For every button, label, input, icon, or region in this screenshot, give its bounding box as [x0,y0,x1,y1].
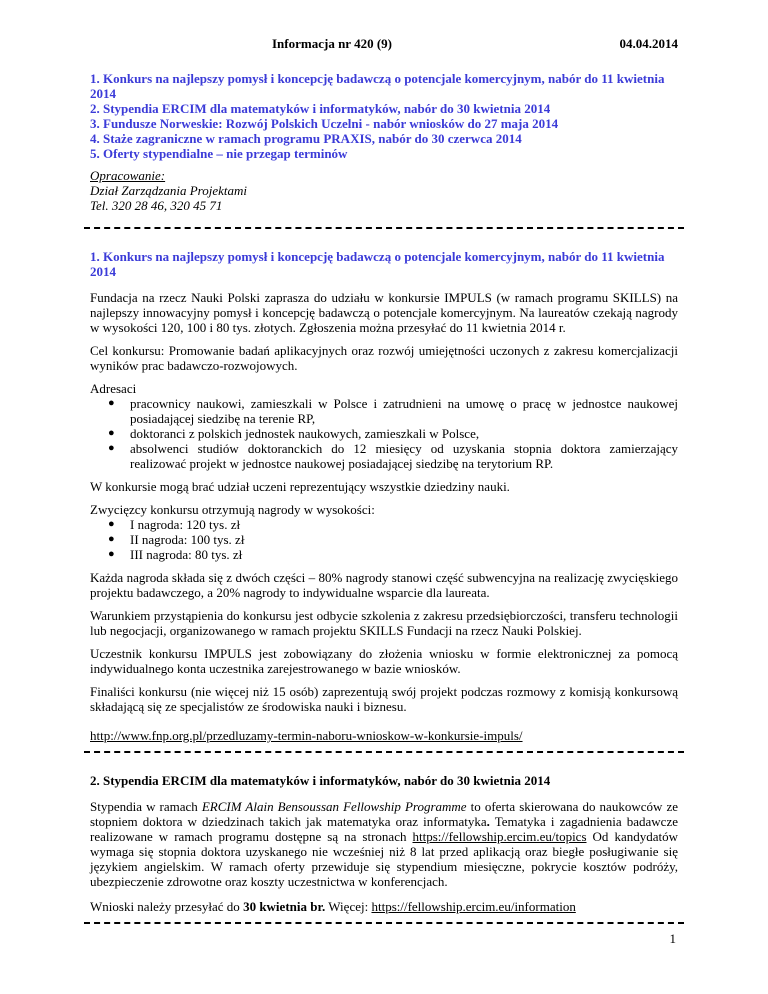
info-date: 04.04.2014 [619,36,678,51]
section-1-title: 1. Konkurs na najlepszy pomysł i koncepcję badawczą o potencjale komercyjnym, nabór do 11 kwietnia 2014 [90,249,665,279]
toc-item-1: 1. Konkurs na najlepszy pomysł i koncepcję badawczą o potencjale komercyjnym, nabór do 11 kwietnia 2014 [90,71,665,101]
list-item: ● pracownicy naukowi, zamieszkali w Polsce i zatrudnieni na umowę o pracę w jednostce naukowej posiadającej siedzibę na terenie RP, [108,396,678,426]
section-1-paragraph: Każda nagroda składa się z dwóch części – 80% nagrody stanowi część subwencyjna na realizację zwycięskiego projektu badawczego, a 20% nagrody to indywidualne wsparcie dla laureata. [90,570,678,600]
toc-item-4: 4. Staże zagraniczne w ramach programu PRAXIS, nabór do 30 czerwca 2014 [90,131,522,146]
table-of-contents [90,71,678,161]
page-content [90,36,678,944]
section-1-paragraph: Finaliści konkursu (nie więcej niż 15 osób) zaprezentują swój projekt podczas rozmowy z komisją konkursową składającą się ze specjalistów ze środowiska nauki i biznesu. [90,684,678,714]
nagrody-label: Zwycięzcy konkursu otrzymują nagrody w wysokości: [90,502,375,517]
section-1-paragraph: Uczestnik konkursu IMPULS jest zobowiązany do złożenia wniosku w formie elektronicznej za pomocą indywidualnego konta uczestnika zarejestrowanego w bazie wniosków. [90,646,678,676]
document-header [90,36,678,51]
dashed-divider [84,227,684,229]
page-number: 1 [669,931,676,946]
section-1-paragraph: W konkursie mogą brać udział uczeni reprezentujący wszystkie dziedziny nauki. [90,479,510,494]
toc-item-2: 2. Stypendia ERCIM dla matematyków i informatyków, nabór do 30 kwietnia 2014 [90,101,551,116]
section-1-paragraph: Warunkiem przystąpienia do konkursu jest odbycie szkolenia z zakresu przedsiębiorczości, transferu technologii lub negocjacji, organizowanego w ramach projektu SKILLS Fundacji na rzecz Nauki Polskiej. [90,608,678,638]
section-2-paragraph: Wnioski należy przesyłać do 30 kwietnia br. Więcej: https://fellowship.ercim.eu/information [90,899,576,914]
adresaci-label: Adresaci [90,381,137,396]
fnp-impuls-link[interactable]: http://www.fnp.org.pl/przedluzamy-termin-naboru-wnioskow-w-konkursie-impuls/ [90,728,523,743]
adresaci-list [90,396,678,471]
department-name: Dział Zarządzania Projektami [90,183,247,198]
prepared-by-label: Opracowanie: [90,168,166,183]
list-item: ● III nagroda: 80 tys. zł [108,547,243,562]
department-phone: Tel. 320 28 46, 320 45 71 [90,198,223,213]
section-1-paragraph: Cel konkursu: Promowanie badań aplikacyjnych oraz rozwój umiejętności uczonych z zakresu komercjalizacji wyników prac badawczo-rozwojowych. [90,343,678,373]
section-2-paragraph: Stypendia w ramach ERCIM Alain Bensoussan Fellowship Programme to oferta skierowana do naukowców ze stopniem doktora w dziedzinach takich jak matematyka oraz informatyka. Tematyka i zagadnienia badawcze realizowane w ramach programu dostępne są na stronach https://fellowship.ercim.eu/topics Od kandydatów wymaga się stopnia doktora uzyskanego nie wcześniej niż 8 lat przed aplikacją oraz biegłe posługiwanie się językiem angielskim. W ramach oferty przewiduje się stypendium miesięczne, pokrycie kosztów podróży, ubezpieczenie zdrowotne oraz koszty uczestnictwa w konferencjach. [90,799,678,889]
section-1-paragraph: Fundacja na rzecz Nauki Polski zaprasza do udziału w konkursie IMPULS (w ramach programu SKILLS) na najlepszy innowacyjny pomysł i koncepcję badawczą o potencjale komercyjnym. Na laureatów czekają nagrody w wysokości 120, 100 i 80 tys. złotych. Zgłoszenia można przesyłać do 11 kwietnia 2014 r. [90,290,678,335]
dashed-divider [84,922,684,924]
section-2-title: 2. Stypendia ERCIM dla matematyków i informatyków, nabór do 30 kwietnia 2014 [90,773,551,788]
toc-item-5: 5. Oferty stypendialne – nie przegap terminów [90,146,348,161]
toc-item-3: 3. Fundusze Norweskie: Rozwój Polskich Uczelni - nabór wniosków do 27 maja 2014 [90,116,559,131]
nagrody-list [90,517,678,562]
dashed-divider [84,751,684,753]
list-item: ● doktoranci z polskich jednostek naukowych, zamieszkali w Polsce, [108,426,480,441]
list-item: ● II nagroda: 100 tys. zł [108,532,245,547]
prepared-by [90,168,678,213]
list-item: ● I nagroda: 120 tys. zł [108,517,241,532]
ercim-topics-link[interactable]: https://fellowship.ercim.eu/topics [412,829,587,844]
ercim-information-link[interactable]: https://fellowship.ercim.eu/information [371,899,576,914]
info-number: Informacja nr 420 (9) [272,36,392,51]
list-item: ● absolwenci studiów doktoranckich do 12 miesięcy od uzyskania stopnia doktora zamierzający realizować projekt w jednostce naukowej posiadającej siedzibę na terytorium RP. [108,441,678,471]
